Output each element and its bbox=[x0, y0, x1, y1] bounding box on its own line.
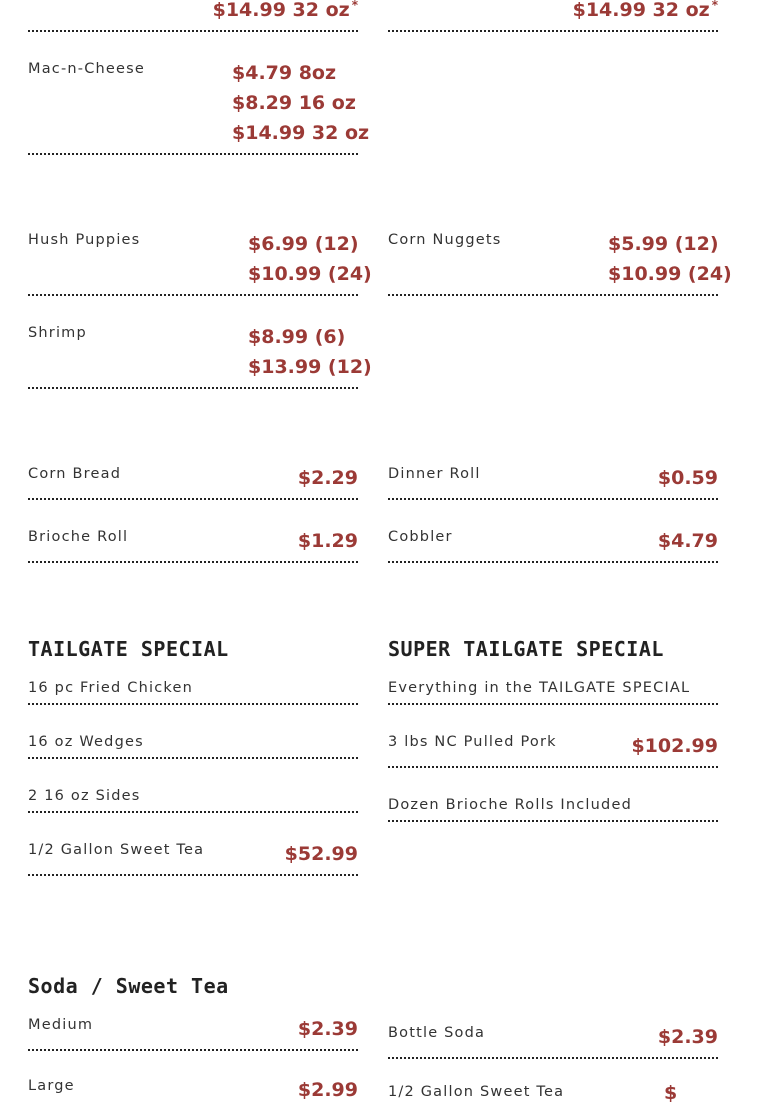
price-bottle-soda: $2.39 bbox=[657, 1026, 718, 1048]
price-large: $2.99 bbox=[297, 1079, 358, 1101]
tailgate-item: 2 16 oz Sides bbox=[28, 788, 141, 804]
price-dinner-roll: $0.59 bbox=[657, 467, 718, 489]
price-mac-32oz: $14.99 32 oz bbox=[232, 122, 370, 144]
dotted-divider bbox=[28, 294, 358, 296]
dotted-divider bbox=[388, 1057, 718, 1059]
price-brioche-roll: $1.29 bbox=[297, 530, 358, 552]
price-medium: $2.39 bbox=[297, 1018, 358, 1040]
section-title-drinks: Soda / Sweet Tea bbox=[28, 974, 229, 998]
item-label-medium: Medium bbox=[28, 1017, 94, 1033]
dotted-divider bbox=[28, 561, 358, 563]
price-hush-24: $10.99 (24) bbox=[248, 263, 372, 285]
tailgate-item: 16 pc Fried Chicken bbox=[28, 680, 193, 696]
tailgate-item: 16 oz Wedges bbox=[28, 734, 144, 750]
item-label-shrimp: Shrimp bbox=[28, 325, 87, 341]
section-title-super-tailgate: SUPER TAILGATE SPECIAL bbox=[388, 637, 664, 661]
super-tailgate-item: Dozen Brioche Rolls Included bbox=[388, 797, 632, 813]
dotted-divider bbox=[28, 757, 358, 759]
price-note-mark: * bbox=[351, 0, 358, 12]
dotted-divider bbox=[388, 561, 718, 563]
super-tailgate-item: Everything in the TAILGATE SPECIAL bbox=[388, 680, 691, 696]
dotted-divider bbox=[28, 811, 358, 813]
price-super-tailgate: $102.99 bbox=[631, 735, 718, 757]
tailgate-item: 1/2 Gallon Sweet Tea bbox=[28, 842, 205, 858]
dotted-divider bbox=[28, 874, 358, 876]
section-title-tailgate: TAILGATE SPECIAL bbox=[28, 637, 229, 661]
price-nuggets-24: $10.99 (24) bbox=[608, 263, 732, 285]
price-corn-bread: $2.29 bbox=[297, 467, 358, 489]
item-label-hush-puppies: Hush Puppies bbox=[28, 232, 141, 248]
item-label-brioche-roll: Brioche Roll bbox=[28, 529, 129, 545]
price-mac-16oz: $8.29 16 oz bbox=[232, 92, 356, 114]
item-label-half-gallon: 1/2 Gallon Sweet Tea bbox=[388, 1084, 565, 1100]
dotted-divider bbox=[28, 153, 358, 155]
item-label-corn-bread: Corn Bread bbox=[28, 466, 122, 482]
top-price-left: $14.99 32 oz * bbox=[28, 0, 358, 25]
dotted-divider bbox=[388, 294, 718, 296]
dotted-divider bbox=[388, 820, 718, 822]
item-label-mac-n-cheese: Mac-n-Cheese bbox=[28, 61, 146, 77]
top-price-right: $14.99 32 oz * bbox=[388, 0, 718, 25]
dotted-divider bbox=[28, 387, 358, 389]
item-label-corn-nuggets: Corn Nuggets bbox=[388, 232, 502, 248]
price-nuggets-12: $5.99 (12) bbox=[608, 233, 719, 255]
dotted-divider bbox=[28, 703, 358, 705]
item-label-dinner-roll: Dinner Roll bbox=[388, 466, 481, 482]
price-shrimp-12: $13.99 (12) bbox=[248, 356, 372, 378]
price-cobbler: $4.79 bbox=[657, 530, 718, 552]
item-label-cobbler: Cobbler bbox=[388, 529, 453, 545]
item-label-bottle-soda: Bottle Soda bbox=[388, 1025, 486, 1041]
price-half-gallon: $ bbox=[664, 1082, 678, 1104]
price-tailgate: $52.99 bbox=[284, 843, 358, 865]
dotted-divider bbox=[388, 703, 718, 705]
dotted-divider bbox=[388, 30, 718, 32]
price-shrimp-6: $8.99 (6) bbox=[248, 326, 346, 348]
price-mac-8oz: $4.79 8oz bbox=[232, 62, 337, 84]
price-note-mark: * bbox=[711, 0, 718, 12]
item-label-large: Large bbox=[28, 1078, 75, 1094]
super-tailgate-item: 3 lbs NC Pulled Pork bbox=[388, 734, 557, 750]
dotted-divider bbox=[388, 498, 718, 500]
dotted-divider bbox=[28, 30, 358, 32]
dotted-divider bbox=[28, 498, 358, 500]
dotted-divider bbox=[28, 1049, 358, 1051]
dotted-divider bbox=[388, 766, 718, 768]
price-hush-12: $6.99 (12) bbox=[248, 233, 359, 255]
